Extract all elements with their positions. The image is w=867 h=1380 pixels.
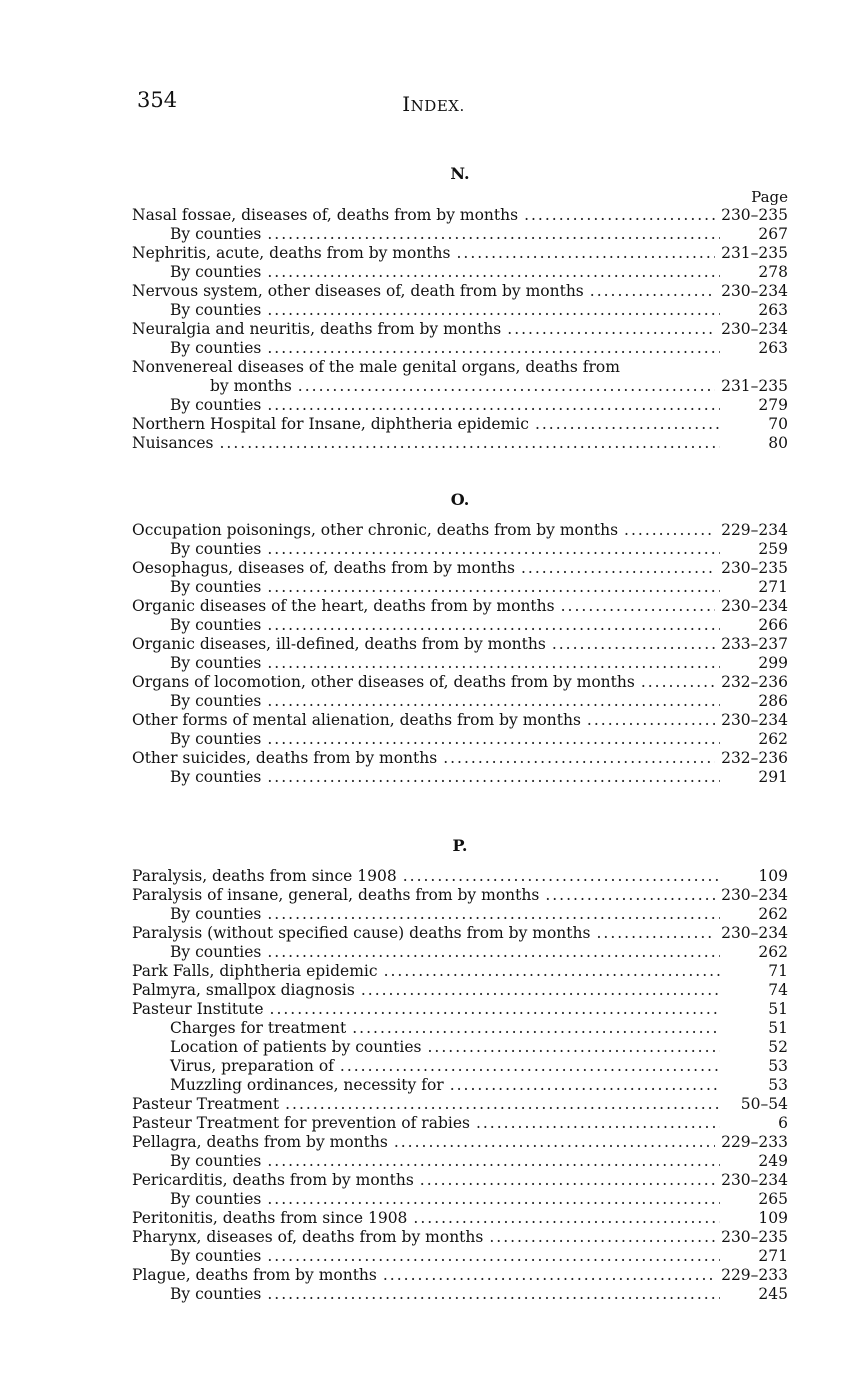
page-column-heading: Page: [751, 188, 788, 206]
section-n: [132, 163, 788, 453]
index-entry: Nephritis, acute, deaths from by months ..... 231–235: [132, 244, 788, 263]
index-entry: Pasteur Treatment ..... 50–54: [132, 1095, 788, 1114]
index-subentry: By counties ..... 266: [132, 616, 788, 635]
index-subentry: By counties ..... 286: [132, 692, 788, 711]
index-subentry: By counties ..... 291: [132, 768, 788, 787]
running-head: [0, 92, 867, 116]
index-subentry: Charges for treatment ..... 51: [132, 1019, 788, 1038]
index-entry: Paralysis of insane, general, deaths from by months ..... 230–234: [132, 886, 788, 905]
section-letter: O.: [450, 490, 470, 509]
running-head-rest: NDEX.: [410, 97, 465, 115]
index-entry: Pericarditis, deaths from by months ..... 230–234: [132, 1171, 788, 1190]
index-entry: Nuisances ..... 80: [132, 434, 788, 453]
index-entry: Pharynx, diseases of, deaths from by months ..... 230–235: [132, 1228, 788, 1247]
section-o: [132, 489, 788, 787]
index-entry: Pasteur Institute ..... 51: [132, 1000, 788, 1019]
index-entry: Organs of locomotion, other diseases of, deaths from by months ..... 232–236: [132, 673, 788, 692]
index-entry: Plague, deaths from by months ..... 229–233: [132, 1266, 788, 1285]
index-entry-continuation: by months ..... 231–235: [132, 377, 788, 396]
index-entry: Oesophagus, diseases of, deaths from by months ..... 230–235: [132, 559, 788, 578]
index-entry: Palmyra, smallpox diagnosis ..... 74: [132, 981, 788, 1000]
index-subentry: By counties ..... 263: [132, 301, 788, 320]
index-entry: Nervous system, other diseases of, death from by months ..... 230–234: [132, 282, 788, 301]
index-entry: Pasteur Treatment for prevention of rabies ..... 6: [132, 1114, 788, 1133]
index-subentry: By counties ..... 299: [132, 654, 788, 673]
section-p: [132, 835, 788, 1304]
index-entry: Nasal fossae, diseases of, deaths from by months ..... 230–235: [132, 206, 788, 225]
index-entry: Paralysis (without specified cause) deaths from by months ..... 230–234: [132, 924, 788, 943]
index-entry: Paralysis, deaths from since 1908 ..... 109: [132, 867, 788, 886]
index-subentry: Muzzling ordinances, necessity for ..... 53: [132, 1076, 788, 1095]
index-subentry: By counties ..... 262: [132, 943, 788, 962]
index-entry: Organic diseases, ill-defined, deaths from by months ..... 233–237: [132, 635, 788, 654]
index-entry: Northern Hospital for Insane, diphtheria epidemic ..... 70: [132, 415, 788, 434]
index-subentry: By counties ..... 262: [132, 905, 788, 924]
index-subentry: By counties ..... 249: [132, 1152, 788, 1171]
index-subentry: Location of patients by counties ..... 52: [132, 1038, 788, 1057]
index-entry: Park Falls, diphtheria epidemic ..... 71: [132, 962, 788, 981]
index-entry: Pellagra, deaths from by months ..... 229–233: [132, 1133, 788, 1152]
index-entry: Occupation poisonings, other chronic, deaths from by months ..... 229–234: [132, 521, 788, 540]
section-letter: N.: [450, 164, 470, 183]
index-subentry: By counties ..... 263: [132, 339, 788, 358]
index-entry: Nonvenereal diseases of the male genital organs, deaths from: [132, 358, 620, 376]
index-entry: Peritonitis, deaths from since 1908 ..... 109: [132, 1209, 788, 1228]
index-subentry: By counties ..... 267: [132, 225, 788, 244]
index-subentry: By counties ..... 271: [132, 578, 788, 597]
index-subentry: By counties ..... 259: [132, 540, 788, 559]
index-subentry: By counties ..... 262: [132, 730, 788, 749]
index-entry: Other forms of mental alienation, deaths from by months ..... 230–234: [132, 711, 788, 730]
index-entry: Organic diseases of the heart, deaths from by months ..... 230–234: [132, 597, 788, 616]
index-subentry: Virus, preparation of ..... 53: [132, 1057, 788, 1076]
index-subentry: By counties ..... 265: [132, 1190, 788, 1209]
index-subentry: By counties ..... 279: [132, 396, 788, 415]
index-subentry: By counties ..... 245: [132, 1285, 788, 1304]
index-subentry: By counties ..... 278: [132, 263, 788, 282]
section-letter: P.: [452, 836, 468, 855]
index-entry: Neuralgia and neuritis, deaths from by months ..... 230–234: [132, 320, 788, 339]
index-subentry: By counties ..... 271: [132, 1247, 788, 1266]
index-entry: Other suicides, deaths from by months ..... 232–236: [132, 749, 788, 768]
running-head-initial: I: [402, 92, 411, 116]
page-number: 354: [137, 88, 178, 112]
